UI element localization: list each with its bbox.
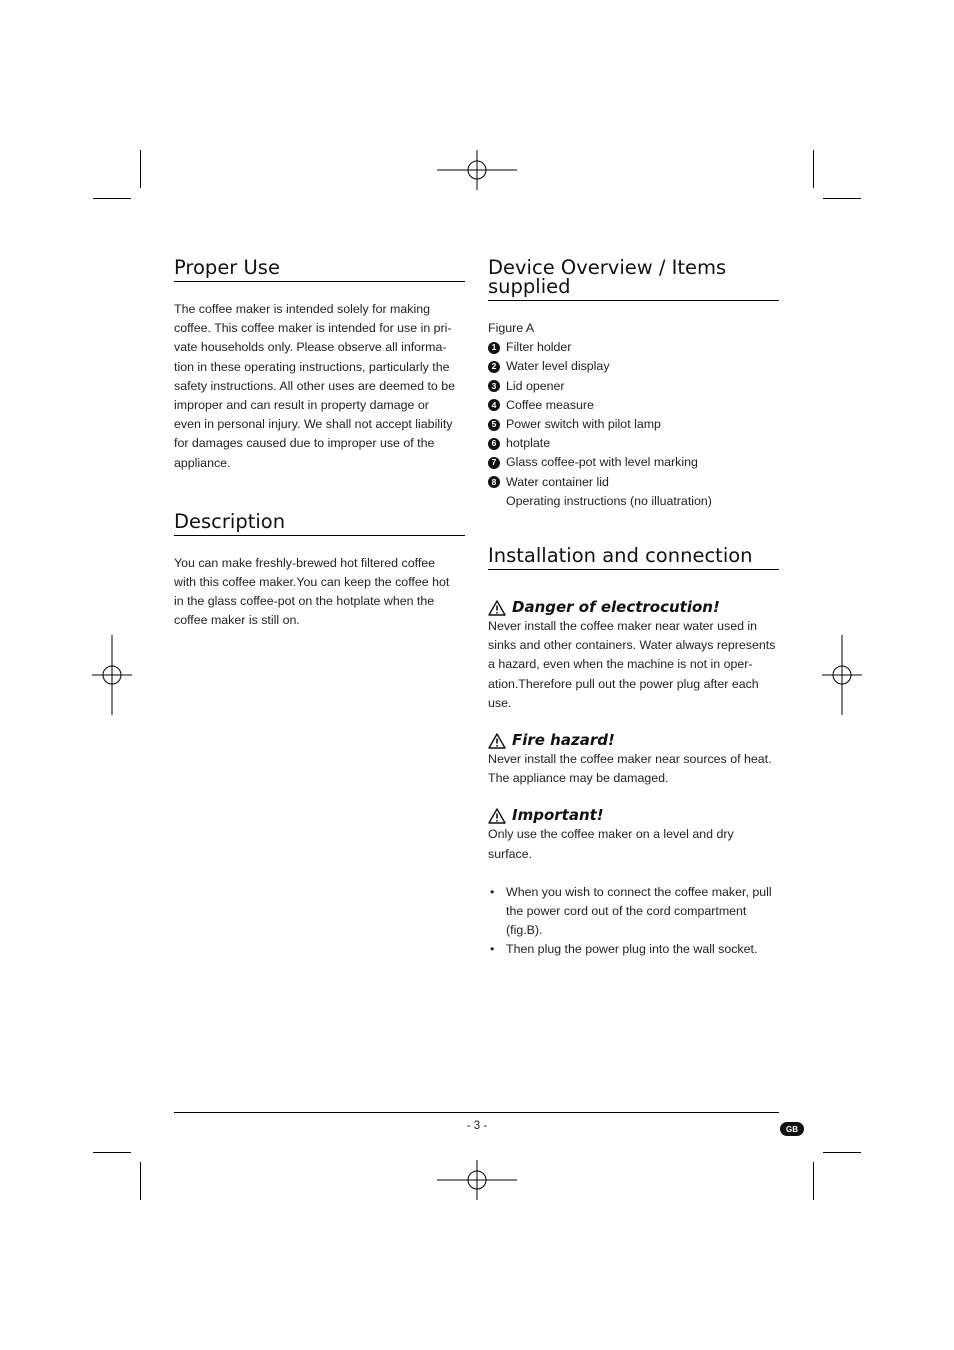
warning-triangle-icon bbox=[488, 808, 506, 824]
left-column bbox=[174, 255, 465, 631]
list-item: 7 Glass coffee-pot with level marking bbox=[488, 453, 779, 472]
list-item: 8 Water container lid bbox=[488, 473, 779, 492]
numbered-circle-icon: 1 bbox=[488, 342, 500, 354]
list-item: 2 Water level display bbox=[488, 357, 779, 376]
fire-warning-title: Fire hazard! bbox=[488, 731, 779, 750]
footer-divider bbox=[174, 1112, 779, 1113]
list-item: 3 Lid opener bbox=[488, 377, 779, 396]
danger-warning-text: Never install the coffee maker near water used in sinks and other containers. Water always represents a hazard, even when the machine is not in oper- ation.Therefore pull out the power plug after each use. bbox=[488, 619, 776, 710]
device-overview-heading: Device Overview / Items supplied bbox=[488, 255, 779, 301]
installation-section bbox=[488, 543, 779, 960]
proper-use-text: The coffee maker is intended solely for making coffee. This coffee maker is intended for use in pri- vate households only. Please observe all informa- tion in these operating instructions, particularly the safety instructions. All other uses are deemed to be improper and can result in property damage or even in personal injury. We shall not accept liability for damages caused due to improper use of the appliance. bbox=[174, 302, 456, 470]
numbered-circle-icon: 7 bbox=[488, 457, 500, 469]
description-text: You can make freshly-brewed hot filtered coffee with this coffee maker.You can keep the coffee hot in the glass coffee-pot on the hotplate when the coffee maker is still on. bbox=[174, 555, 450, 628]
numbered-circle-icon: 5 bbox=[488, 419, 500, 431]
numbered-circle-icon: 6 bbox=[488, 438, 500, 450]
proper-use-heading: Proper Use bbox=[174, 255, 465, 282]
figure-label: Figure A bbox=[488, 321, 535, 335]
list-item: 6 hotplate bbox=[488, 434, 779, 453]
registration-mark-top bbox=[437, 150, 517, 190]
description-section bbox=[174, 509, 465, 631]
warning-triangle-icon bbox=[488, 733, 506, 749]
important-warning-title: Important! bbox=[488, 806, 779, 825]
numbered-circle-icon: 3 bbox=[488, 380, 500, 392]
description-heading: Description bbox=[174, 509, 465, 536]
warning-triangle-icon bbox=[488, 600, 506, 616]
list-item: • When you wish to connect the coffee maker, pull the power cord out of the cord compartment (fig.B). bbox=[488, 883, 779, 941]
numbered-circle-icon: 4 bbox=[488, 399, 500, 411]
numbered-circle-icon: 8 bbox=[488, 476, 500, 488]
list-item: • Then plug the power plug into the wall socket. bbox=[488, 940, 779, 959]
list-item: 5 Power switch with pilot lamp bbox=[488, 415, 779, 434]
registration-mark-left bbox=[92, 635, 132, 715]
language-badge: GB bbox=[780, 1122, 804, 1136]
items-list bbox=[488, 338, 779, 511]
important-warning-text: Only use the coffee maker on a level and dry surface. bbox=[488, 827, 734, 861]
numbered-circle-icon: 2 bbox=[488, 361, 500, 373]
right-column bbox=[488, 255, 779, 960]
danger-warning-title: Danger of electrocution! bbox=[488, 598, 779, 617]
fire-warning-text: Never install the coffee maker near sources of heat. The appliance may be damaged. bbox=[488, 752, 772, 786]
page-number: - 3 - bbox=[466, 1120, 488, 1132]
installation-heading: Installation and connection bbox=[488, 543, 779, 570]
list-item: 1 Filter holder bbox=[488, 338, 779, 357]
device-overview-section bbox=[488, 255, 779, 511]
registration-mark-right bbox=[822, 635, 862, 715]
registration-mark-bottom bbox=[437, 1160, 517, 1200]
list-item: 4 Coffee measure bbox=[488, 396, 779, 415]
list-item: Operating instructions (no illuatration) bbox=[506, 493, 712, 508]
proper-use-section bbox=[174, 255, 465, 473]
connection-steps-list bbox=[488, 883, 779, 960]
